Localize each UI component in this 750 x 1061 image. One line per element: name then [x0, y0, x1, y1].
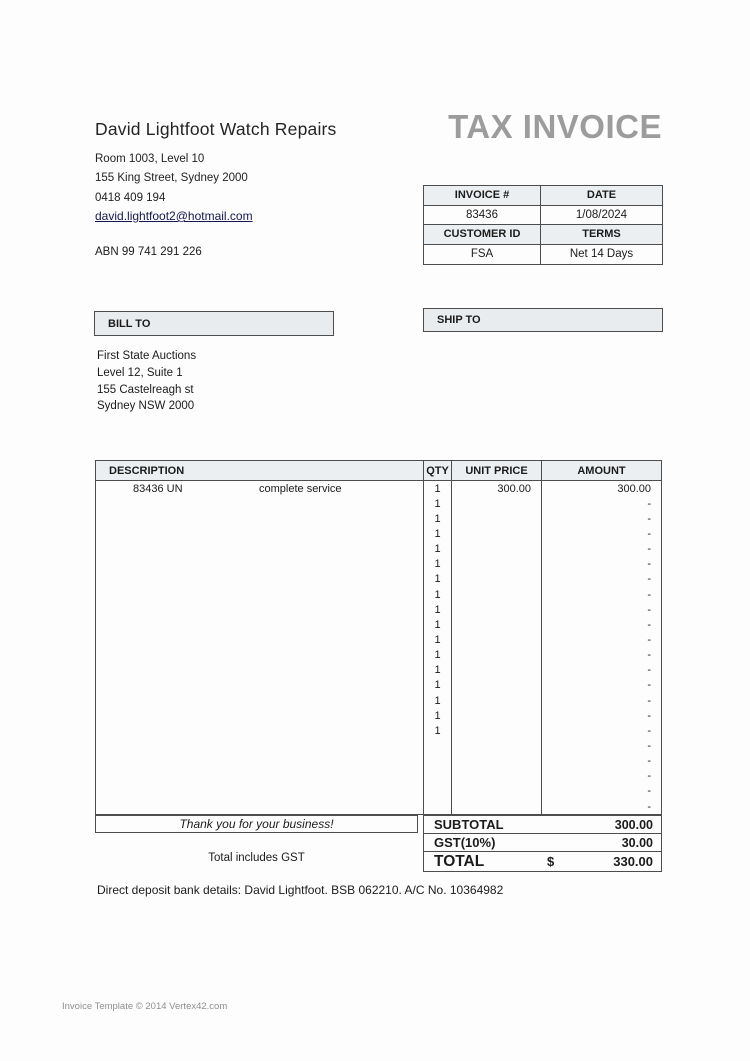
item-qty-cell: 1 [423, 648, 451, 663]
thank-you-message: Thank you for your business! [95, 815, 418, 833]
bank-details: Direct deposit bank details: David Lightfoot. BSB 062210. A/C No. 10364982 [97, 883, 504, 897]
item-unit-price-cell [451, 693, 541, 708]
item-description: complete service [259, 482, 342, 495]
gst-row [424, 834, 661, 852]
includes-gst-note: Total includes GST [208, 852, 305, 864]
item-amount-cell: - [541, 496, 661, 511]
item-amount-cell: - [541, 738, 661, 753]
item-qty-cell: 1 [423, 572, 451, 587]
item-qty-cell: 1 [423, 723, 451, 738]
invoice-number-value: 83436 [424, 206, 541, 226]
item-amount-cell: - [541, 754, 661, 769]
item-description-cell [96, 496, 423, 511]
item-description-cell [96, 648, 423, 663]
item-amount-cell: - [541, 617, 661, 632]
bill-to-address [97, 348, 196, 415]
item-unit-price-cell [451, 496, 541, 511]
item-qty-cell: 1 [423, 602, 451, 617]
item-qty-cell [423, 754, 451, 769]
item-description-cell [96, 723, 423, 738]
company-address-line1: Room 1003, Level 10 [95, 153, 205, 165]
item-unit-price-cell [451, 723, 541, 738]
item-description-cell [96, 632, 423, 647]
item-qty-cell: 1 [423, 511, 451, 526]
item-qty-cell [423, 769, 451, 784]
table-row [96, 496, 661, 511]
table-row [96, 693, 661, 708]
items-table-header [96, 461, 661, 481]
item-qty-cell: 1 [423, 526, 451, 541]
table-row [96, 602, 661, 617]
item-unit-price-cell: 300.00 [451, 481, 541, 496]
bill-to-line3: 155 Castelreagh st [97, 383, 194, 396]
item-description-cell [96, 526, 423, 541]
item-qty-cell: 1 [423, 617, 451, 632]
item-description-cell [96, 602, 423, 617]
item-unit-price-cell [451, 632, 541, 647]
item-description-cell [96, 738, 423, 753]
items-table [95, 460, 662, 815]
item-unit-price-cell [451, 678, 541, 693]
item-qty-cell [423, 738, 451, 753]
item-qty-cell: 1 [423, 496, 451, 511]
company-email-link[interactable]: david.lightfoot2@hotmail.com [95, 209, 253, 223]
item-amount-cell: - [541, 526, 661, 541]
header-description: DESCRIPTION [109, 464, 185, 477]
item-amount-cell: - [541, 723, 661, 738]
item-unit-price-cell [451, 663, 541, 678]
item-unit-price-cell [451, 769, 541, 784]
item-amount-cell: - [541, 587, 661, 602]
item-description-cell [96, 572, 423, 587]
item-description-cell [96, 678, 423, 693]
table-row [96, 511, 661, 526]
item-unit-price-cell [451, 587, 541, 602]
item-qty-cell: 1 [423, 678, 451, 693]
item-description-cell [96, 799, 423, 814]
item-description-cell [96, 754, 423, 769]
total-row [424, 852, 661, 871]
item-unit-price-cell [451, 708, 541, 723]
table-row [96, 587, 661, 602]
gst-value: 30.00 [621, 835, 653, 850]
item-amount-cell: - [541, 632, 661, 647]
invoice-date-value: 1/08/2024 [541, 206, 662, 226]
item-qty-cell: 1 [423, 587, 451, 602]
item-unit-price-cell [451, 754, 541, 769]
header-unit-price: UNIT PRICE [451, 461, 541, 480]
customer-id-label: CUSTOMER ID [424, 225, 541, 245]
table-row [96, 526, 661, 541]
table-row [96, 572, 661, 587]
terms-label: TERMS [541, 225, 662, 245]
total-value: 330.00 [613, 854, 653, 869]
item-description-cell [96, 617, 423, 632]
terms-value: Net 14 Days [569, 248, 634, 261]
table-row [96, 678, 661, 693]
item-qty-cell: 1 [423, 481, 451, 496]
invoice-date-label: DATE [541, 186, 662, 206]
document-title: TAX INVOICE [448, 108, 662, 145]
item-qty-cell [423, 799, 451, 814]
item-amount-cell: - [541, 511, 661, 526]
item-unit-price-cell [451, 526, 541, 541]
item-unit-price-cell [451, 617, 541, 632]
item-qty-cell [423, 784, 451, 799]
subtotal-label: SUBTOTAL [434, 817, 504, 832]
ship-to-header: SHIP TO [423, 308, 663, 332]
invoice-number-label: INVOICE # [424, 186, 541, 206]
item-description-cell [96, 663, 423, 678]
item-qty-cell: 1 [423, 632, 451, 647]
item-qty-cell: 1 [423, 693, 451, 708]
header-qty: QTY [423, 461, 451, 480]
table-row [96, 708, 661, 723]
company-phone: 0418 409 194 [95, 191, 166, 204]
item-unit-price-cell [451, 572, 541, 587]
item-qty-cell: 1 [423, 542, 451, 557]
item-amount-cell: - [541, 542, 661, 557]
item-description-cell [96, 693, 423, 708]
customer-id-value: FSA [424, 245, 541, 265]
item-description-cell [96, 511, 423, 526]
item-amount-cell: - [541, 784, 661, 799]
table-row [96, 799, 661, 814]
item-code: 83436 UN [133, 482, 183, 495]
item-unit-price-cell [451, 602, 541, 617]
item-unit-price-cell [451, 511, 541, 526]
item-description-cell [96, 557, 423, 572]
bill-to-line2: Level 12, Suite 1 [97, 366, 183, 379]
item-amount-cell: - [541, 693, 661, 708]
item-amount-cell: - [541, 557, 661, 572]
header-amount: AMOUNT [541, 461, 661, 480]
totals-table [423, 815, 662, 872]
item-amount-cell: - [541, 648, 661, 663]
company-name: David Lightfoot Watch Repairs [95, 119, 337, 139]
table-row [96, 663, 661, 678]
item-unit-price-cell [451, 542, 541, 557]
total-label: TOTAL [434, 852, 485, 870]
subtotal-row [424, 816, 661, 834]
company-address-line2: 155 King Street, Sydney 2000 [95, 172, 248, 185]
item-qty-cell: 1 [423, 663, 451, 678]
item-description-cell [96, 587, 423, 602]
table-row [96, 557, 661, 572]
item-amount-cell: - [541, 708, 661, 723]
bill-to-header: BILL TO [94, 311, 334, 336]
item-qty-cell: 1 [423, 557, 451, 572]
company-address [95, 150, 248, 208]
table-row [96, 784, 661, 799]
template-credit: Invoice Template © 2014 Vertex42.com [62, 1001, 228, 1012]
item-description-cell [96, 542, 423, 557]
item-unit-price-cell [451, 784, 541, 799]
table-row [96, 769, 661, 784]
item-amount-cell: - [541, 769, 661, 784]
item-amount-cell: - [541, 678, 661, 693]
item-unit-price-cell [451, 799, 541, 814]
company-abn: ABN 99 741 291 226 [95, 246, 202, 258]
item-description-cell [96, 784, 423, 799]
table-row [96, 738, 661, 753]
table-row [96, 481, 661, 496]
currency-symbol: $ [547, 854, 555, 869]
table-row [96, 617, 661, 632]
table-row [96, 542, 661, 557]
item-qty-cell: 1 [423, 708, 451, 723]
item-description-cell [96, 481, 423, 496]
item-unit-price-cell [451, 648, 541, 663]
item-amount-cell: - [541, 602, 661, 617]
item-unit-price-cell [451, 557, 541, 572]
table-row [96, 632, 661, 647]
item-amount-cell: - [541, 663, 661, 678]
invoice-meta-table [423, 185, 663, 265]
table-row [96, 754, 661, 769]
item-unit-price-cell [451, 738, 541, 753]
gst-label: GST(10%) [434, 835, 496, 850]
table-row [96, 648, 661, 663]
subtotal-value: 300.00 [614, 817, 653, 832]
item-amount-cell: - [541, 799, 661, 814]
item-description-cell [96, 769, 423, 784]
item-amount-cell: - [541, 572, 661, 587]
item-amount-cell: 300.00 [541, 481, 661, 496]
table-row [96, 723, 661, 738]
item-description-cell [96, 708, 423, 723]
bill-to-line4: Sydney NSW 2000 [97, 400, 195, 413]
items-body [96, 481, 661, 814]
bill-to-line1: First State Auctions [97, 350, 197, 362]
